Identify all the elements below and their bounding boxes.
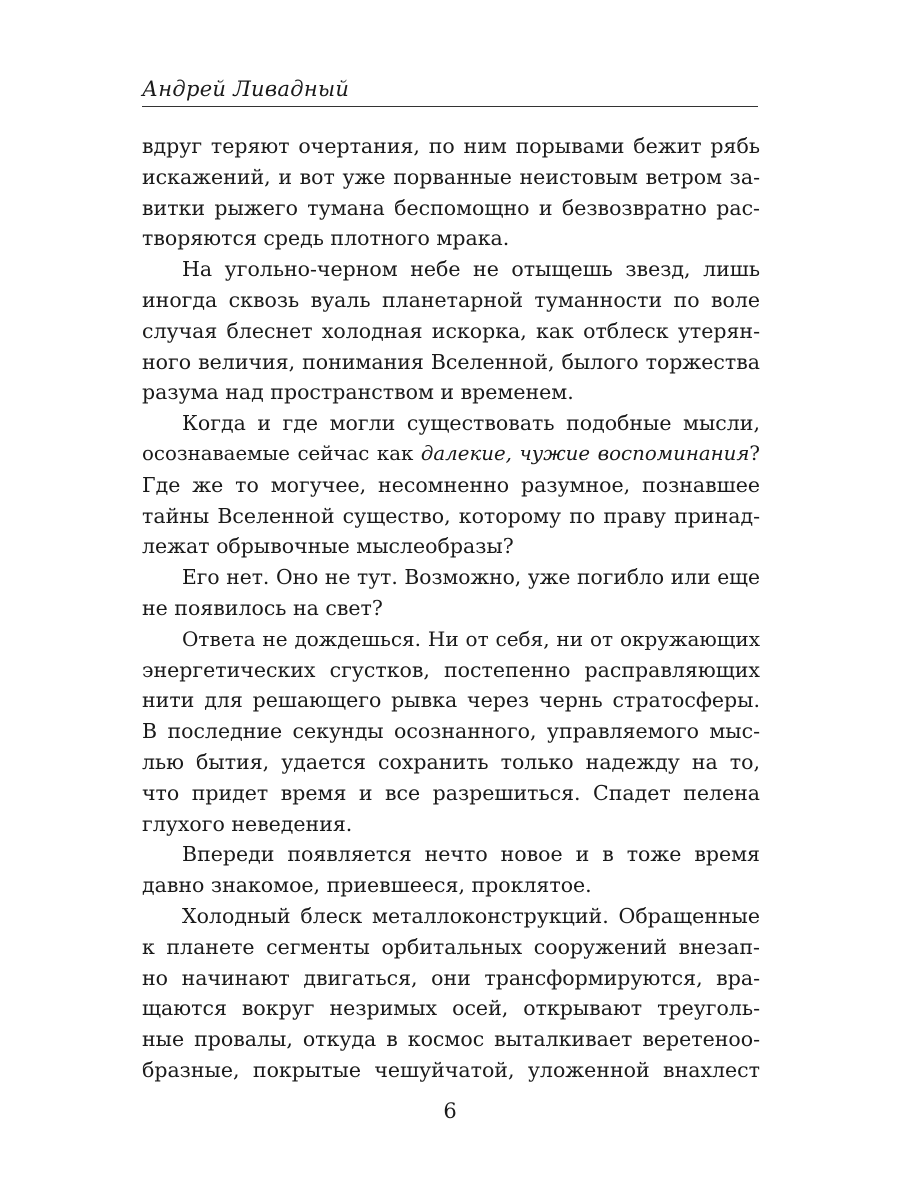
text-line: Холодный блеск металлоконструкций. Обращенные [182, 903, 760, 928]
text-line: витки рыжего тумана беспомощно и безвозвратно рас- [142, 195, 760, 220]
text-line: к планете сегменты орбитальных сооружений внезап- [142, 934, 760, 959]
text-run: ? [749, 441, 760, 465]
text-line: ные провалы, откуда в космос выталкивает веретенoо- [142, 1027, 760, 1052]
text-line: В последние секунды осознанного, управляемого мыс- [142, 719, 760, 744]
text-line: но начинают двигаться, они трансформируются, вра- [142, 965, 760, 990]
paragraph-3 [142, 408, 760, 562]
text-line: энергетических сгустков, постепенно расправляющих [142, 657, 760, 682]
text-line: Его нет. Оно не тут. Возможно, уже погибло или еще [182, 565, 760, 590]
text-line: бразные, покрытые чешуйчатой, уложенной внахлест [142, 1057, 760, 1082]
text-line: вдруг теряют очертания, по ним порывами бежит рябь [142, 134, 760, 158]
text-line: щаются вокруг незримых осей, открывают треуголь- [142, 996, 760, 1021]
text-line: ного величия, понимания Вселенной, былого торжества [142, 349, 760, 374]
text-line: нити для решающего рывка через чернь стратосферы. [142, 688, 760, 713]
text-line: искажений, и вот уже порванные неистовым ветром за- [142, 164, 760, 189]
text-line: Ответа не дождешься. Ни от себя, ни от окружающих [182, 626, 760, 651]
text-line: лью бытия, удается сохранить только надежду на то, [142, 749, 760, 774]
text-line: Когда и где могли существовать подобные мысли, [182, 411, 760, 436]
text-line: глухого неведения. [142, 811, 353, 836]
text-line: что придет время и все разрешиться. Спадет пелена [142, 780, 760, 805]
text-line: не появилось на свет? [142, 595, 383, 620]
text-line: случая блеснет холодная искорка, как отблеск утерян- [142, 318, 760, 343]
text-line: лежат обрывочные мыслеобразы? [142, 534, 514, 559]
text-line: тайны Вселенной существо, которому по праву принад- [142, 503, 760, 528]
paragraph-2 [142, 254, 760, 408]
text-line: иногда сквозь вуаль планетарной туманности по воле [142, 287, 760, 312]
text-line: Где же то могучее, несомненно разумное, познавшее [142, 472, 760, 497]
text-run: осознаваемые сейчас как [142, 441, 421, 465]
text-line: На угольно-черном небе не отыщешь звезд, лишь [182, 257, 760, 282]
text-line: разума над пространством и временем. [142, 380, 574, 405]
text-line-mixed [142, 439, 760, 470]
text-line: Впереди появляется нечто новое и в тоже время [182, 842, 760, 867]
page-number: 6 [443, 1099, 457, 1123]
text-line: творяются средь плотного мрака. [142, 226, 510, 251]
body-text [142, 131, 760, 1086]
running-head-author: Андрей Ливадный [142, 77, 350, 101]
text-line: давно знакомое, приевшееся, проклятое. [142, 873, 592, 898]
paragraph-5 [142, 624, 760, 840]
paragraph-4 [142, 562, 760, 624]
paragraph-6 [142, 839, 760, 901]
paragraph-7 [142, 901, 760, 1086]
header-rule [142, 106, 758, 107]
paragraph-1 [142, 131, 760, 254]
italic-phrase: далекие, чужие воспоминания [420, 441, 750, 465]
